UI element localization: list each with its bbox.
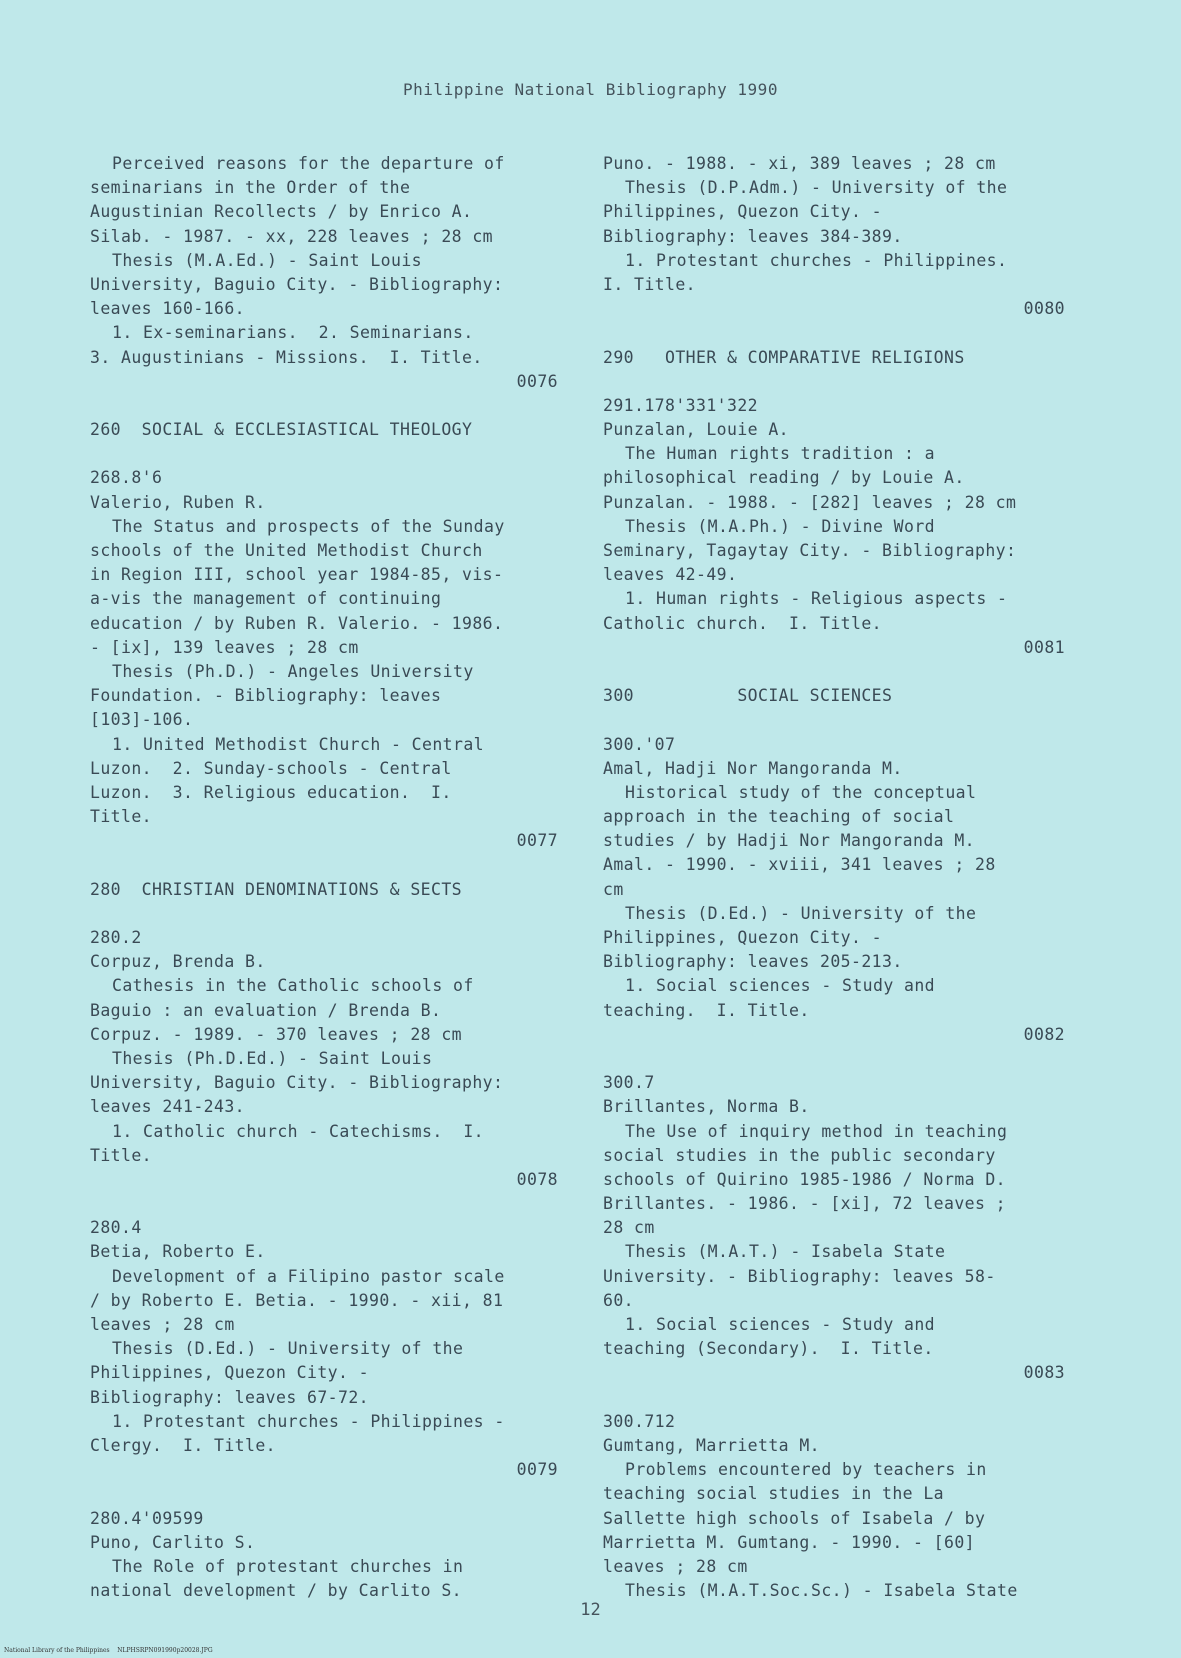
entry-line: Corpuz. - 1989. - 370 leaves ; 28 cm <box>90 1024 463 1044</box>
entry-line: leaves 160-166. <box>90 299 246 319</box>
entry-line: Seminary, Tagaytay City. - Bibliography: <box>603 541 1017 560</box>
entry-line: 280.4'09599 <box>90 1508 204 1528</box>
entry-line: 28 cm <box>603 1218 655 1238</box>
entry-line: 280.2 <box>90 928 142 947</box>
entry-line: Bibliography: leaves 67-72. <box>90 1387 370 1407</box>
entry-line: University, Baguio City. - Bibliography: <box>90 1073 504 1093</box>
entry-line: 1. Catholic church - Catechisms. I. <box>112 1121 485 1141</box>
entry-line: 1. Protestant churches - Philippines. <box>625 250 1008 270</box>
entry-line: Sallette high schools of Isabela / by <box>603 1508 986 1528</box>
entry-number: 0077 <box>516 831 558 851</box>
entry-line: Punzalan, Louie A. <box>603 420 790 440</box>
left-column <box>90 152 558 1603</box>
entry-line: 1. Protestant churches - Philippines - <box>112 1411 505 1431</box>
entry-line: - [ix], 139 leaves ; 28 cm <box>90 637 359 657</box>
entry-line: Brillantes. - 1986. - [xi], 72 leaves ; <box>603 1194 1007 1214</box>
entry-line: seminarians in the Order of the <box>90 178 411 198</box>
spacer <box>603 370 1065 394</box>
entry-number: 0080 <box>1023 299 1065 319</box>
entry-line: The Human rights tradition : a <box>625 444 936 464</box>
entry-line: Philippines, Quezon City. - <box>90 1363 370 1383</box>
entry-line: University, Baguio City. - Bibliography: <box>90 274 504 294</box>
entry-line: Perceived reasons for the departure of <box>112 154 505 173</box>
entry-line: Foundation. - Bibliography: leaves <box>90 686 442 706</box>
entry-line: education / by Ruben R. Valerio. - 1986. <box>90 613 504 633</box>
entry-line: Thesis (M.A.T.) - Isabela State <box>625 1242 946 1262</box>
entry-line: Development of a Filipino pastor scale <box>112 1266 505 1286</box>
entry-line: 1. United Methodist Church - Central <box>112 734 485 754</box>
spacer <box>603 708 1065 732</box>
scan-footer: National Library of the Philippines NLPHSRPN091990p20028.JPG <box>4 1647 213 1654</box>
entry-line: Thesis (M.A.Ed.) - Saint Louis <box>112 250 423 270</box>
entry-number: 0083 <box>1023 1363 1065 1383</box>
entry-line: 1. Social sciences - Study and <box>625 1315 936 1334</box>
page-header: Philippine National Bibliography 1990 <box>403 80 778 99</box>
entry-line: Title. <box>90 807 153 827</box>
entry-line: Bibliography: leaves 384-389. <box>603 226 903 246</box>
entry-line: in Region III, school year 1984-85, vis- <box>90 565 504 585</box>
entry-line: Augustinian Recollects / by Enrico A. <box>90 202 473 222</box>
entry-line: University. - Bibliography: leaves 58- <box>603 1266 996 1286</box>
entry-line: Thesis (D.P.Adm.) - University of the <box>625 178 1008 198</box>
entry-line: Betia, Roberto E. <box>90 1242 266 1262</box>
entry-number: 0078 <box>516 1169 558 1189</box>
entry-line: studies / by Hadji Nor Mangoranda M. <box>603 831 976 851</box>
entry-number: 0076 <box>516 371 558 391</box>
entry-line: Puno. - 1988. - xi, 389 leaves ; 28 cm <box>603 154 996 173</box>
entry-line: Silab. - 1987. - xx, 228 leaves ; 28 cm <box>90 226 494 246</box>
entry-line: Amal. - 1990. - xviii, 341 leaves ; 28 <box>603 855 996 875</box>
entry-number: 0082 <box>1023 1024 1065 1044</box>
entry-line: a-vis the management of continuing <box>90 589 442 609</box>
entry-line: Corpuz, Brenda B. <box>90 952 266 972</box>
entry-line: 300.712 <box>603 1411 676 1431</box>
entry-line: Thesis (D.Ed.) - University of the <box>112 1339 464 1359</box>
entry-line: Thesis (M.A.Ph.) - Divine Word <box>625 516 936 536</box>
entry-line: Puno, Carlito S. <box>90 1532 256 1552</box>
entry-number: 0079 <box>516 1460 558 1480</box>
entry-line: Clergy. I. Title. <box>90 1435 277 1455</box>
spacer <box>90 394 558 418</box>
entry-line: Catholic church. I. Title. <box>603 613 883 633</box>
entry-line: Luzon. 3. Religious education. I. <box>90 782 452 802</box>
entry-line: national development / by Carlito S. <box>90 1581 463 1601</box>
entry-line: Baguio : an evaluation / Brenda B. <box>90 1000 442 1020</box>
entry-line: The Use of inquiry method in teaching <box>625 1121 1008 1141</box>
spacer <box>90 1192 558 1216</box>
entry-line: Bibliography: leaves 205-213. <box>603 952 903 972</box>
entry-line: 280.4 <box>90 1218 142 1238</box>
entry-line: Philippines, Quezon City. - <box>603 202 883 222</box>
entry-number: 0081 <box>1023 637 1065 657</box>
entry-line: 300.'07 <box>603 734 676 754</box>
entry-line: 1. Social sciences - Study and <box>625 976 936 996</box>
entry-line: philosophical reading / by Louie A. <box>603 468 965 488</box>
section-heading: 260 SOCIAL & ECCLESIASTICAL THEOLOGY <box>90 420 473 440</box>
spacer <box>603 1386 1065 1410</box>
entry-line: Punzalan. - 1988. - [282] leaves ; 28 cm <box>603 492 1017 512</box>
spacer <box>90 853 558 877</box>
entry-line: The Role of protestant churches in <box>112 1556 464 1576</box>
entry-line: / by Roberto E. Betia. - 1990. - xii, 81 <box>90 1290 504 1310</box>
entry-line: Philippines, Quezon City. - <box>603 928 883 947</box>
entry-line: Cathesis in the Catholic schools of <box>112 976 474 996</box>
spacer <box>603 321 1065 345</box>
entry-line: Problems encountered by teachers in <box>625 1460 987 1480</box>
entry-line: Gumtang, Marrietta M. <box>603 1435 821 1455</box>
entry-line: Marrietta M. Gumtang. - 1990. - [60] <box>603 1532 976 1552</box>
spacer <box>90 1482 558 1506</box>
entry-line: approach in the teaching of social <box>603 807 955 827</box>
page-number: 12 <box>580 1600 601 1620</box>
entry-line: 300.7 <box>603 1073 655 1093</box>
entry-line: social studies in the public secondary <box>603 1145 996 1165</box>
entry-line: teaching (Secondary). I. Title. <box>603 1339 934 1359</box>
entry-line: teaching social studies in the La <box>603 1484 945 1504</box>
entry-line: 60. <box>603 1290 635 1310</box>
entry-line: Luzon. 2. Sunday-schools - Central <box>90 758 452 778</box>
section-heading: 280 CHRISTIAN DENOMINATIONS & SECTS <box>90 879 463 899</box>
entry-line: 3. Augustinians - Missions. I. Title. <box>90 347 483 367</box>
entry-line: teaching. I. Title. <box>603 1000 810 1020</box>
entry-line: Brillantes, Norma B. <box>603 1097 810 1117</box>
entry-line: cm <box>603 879 624 899</box>
entry-line: schools of Quirino 1985-1986 / Norma D. <box>603 1169 1007 1189</box>
entry-line: Thesis (Ph.D.Ed.) - Saint Louis <box>112 1048 433 1068</box>
right-column <box>603 152 1065 1603</box>
entry-line: leaves 241-243. <box>90 1097 246 1117</box>
section-heading: 290 OTHER & COMPARATIVE RELIGIONS <box>603 347 965 367</box>
entry-line: 1. Ex-seminarians. 2. Seminarians. <box>112 323 474 343</box>
entry-line: leaves 42-49. <box>603 565 738 585</box>
entry-line: Thesis (D.Ed.) - University of the <box>625 903 977 923</box>
entry-line: leaves ; 28 cm <box>603 1556 748 1576</box>
entry-line: I. Title. <box>603 274 697 294</box>
spacer <box>603 1047 1065 1071</box>
spacer <box>90 442 558 466</box>
entry-line: Historical study of the conceptual <box>625 782 977 802</box>
section-heading: 300 SOCIAL SCIENCES <box>603 686 893 706</box>
entry-line: schools of the United Methodist Church <box>90 541 483 560</box>
spacer <box>90 902 558 926</box>
entry-line: Thesis (M.A.T.Soc.Sc.) - Isabela State <box>625 1581 1018 1601</box>
entry-line: Title. <box>90 1145 153 1165</box>
entry-line: 1. Human rights - Religious aspects - <box>625 589 1008 609</box>
entry-line: 291.178'331'322 <box>603 395 759 415</box>
entry-line: Amal, Hadji Nor Mangoranda M. <box>603 758 903 778</box>
entry-line: leaves ; 28 cm <box>90 1315 235 1334</box>
entry-line: Valerio, Ruben R. <box>90 492 266 512</box>
entry-line: 268.8'6 <box>90 468 163 488</box>
entry-line: [103]-106. <box>90 710 194 730</box>
entry-line: The Status and prospects of the Sunday <box>112 516 505 536</box>
spacer <box>603 660 1065 684</box>
entry-line: Thesis (Ph.D.) - Angeles University <box>112 661 474 681</box>
